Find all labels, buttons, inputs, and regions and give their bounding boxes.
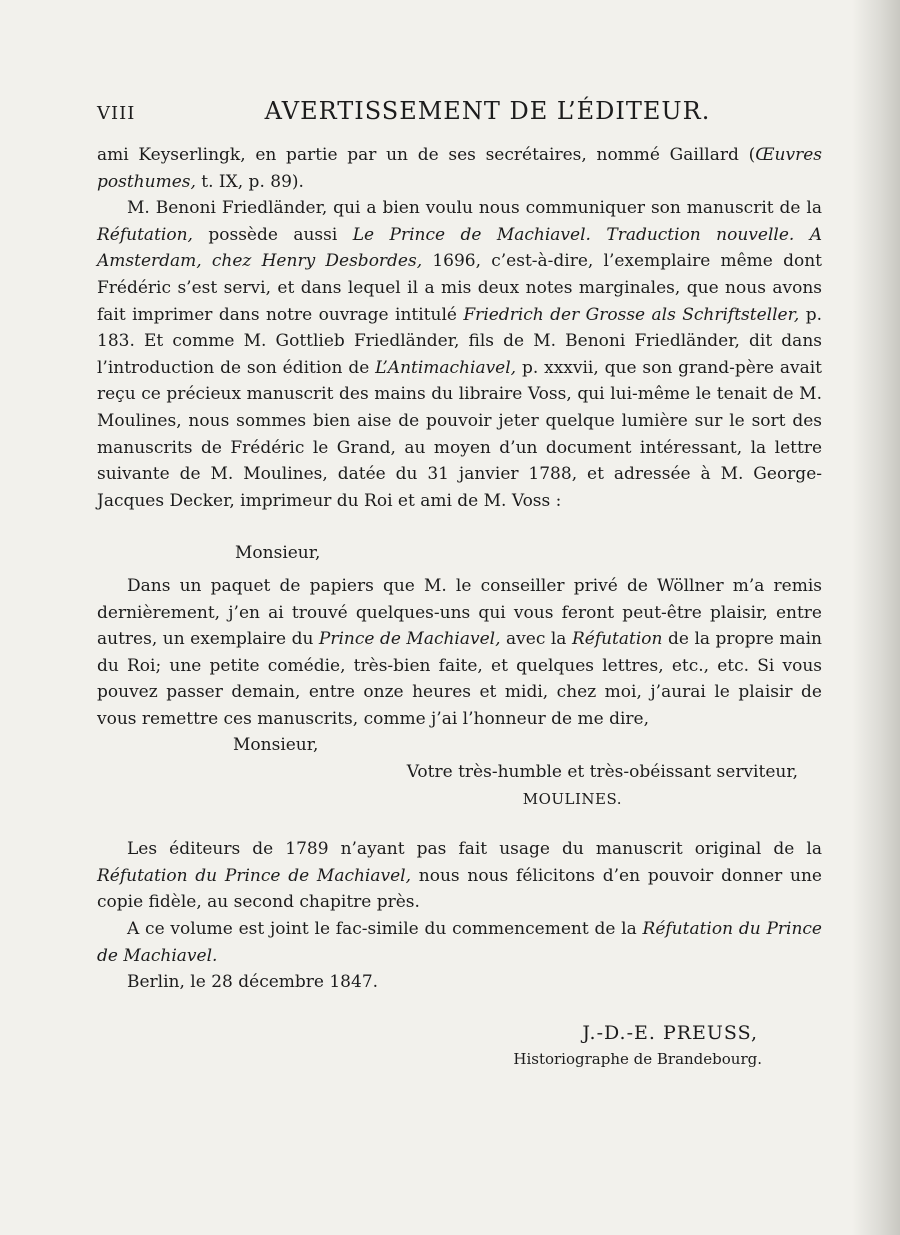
italic-run: Réfutation du Prince de Machiavel. — [97, 919, 822, 966]
text-run: p. xxxvii, que son grand-père avait reçu ce précieux manuscrit des mains du libraire Voss, qui lui-même le tenait de M. Moulines, nous sommes bien aise de pouvoir jeter quelque lumière sur le sort des manuscrits de Frédéric le Grand, au moyen d’un document intéressant, la lettre suivante de M. Moulines, datée du 31 janvier 1788, et adressée à M. George-Jacques Decker, imprimeur du Roi et ami de M. Voss : — [97, 357, 822, 511]
running-title: AVERTISSEMENT DE L’ÉDITEUR. — [264, 97, 711, 125]
text-run: possède aussi — [192, 224, 353, 245]
italic-run: Réfutation, — [97, 224, 193, 245]
letter-body — [97, 573, 822, 733]
letter-signature: MOULINES. — [522, 789, 622, 808]
letter-closing: Votre très-humble et très-obéissant serviteur, — [406, 762, 798, 783]
italic-run: Œuvres posthumes, — [97, 145, 822, 192]
page-header — [97, 97, 822, 131]
text-run: A ce volume est joint le fac-simile du commencement de la — [127, 919, 643, 940]
italic-run: Friedrich der Grosse als Schriftsteller, — [463, 304, 800, 325]
italic-run: Le Prince de Machiavel. Traduction nouvelle. A Amsterdam, chez Henry Desbordes, — [97, 224, 823, 272]
italic-run: Prince de Machiavel, — [318, 629, 501, 650]
paragraph-keyserlingk — [97, 142, 822, 195]
dateline: Berlin, le 28 décembre 1847. — [127, 972, 379, 993]
letter-greeting: Monsieur, — [235, 543, 321, 564]
text-run: Les éditeurs de 1789 n’ayant pas fait usage du manuscrit original de la — [127, 839, 822, 860]
text-run: p. 183. Et comme M. Gottlieb Friedländer, fils de M. Benoni Friedländer, dit dans l’introduction de son édition de — [97, 304, 822, 378]
text-run: Dans un paquet de papiers que M. le conseiller privé de Wöllner m’a remis dernièrement, j’en ai trouvé quelques-uns qui vous feront peut-être plaisir, entre autres, un exemplaire du — [97, 575, 822, 650]
text-run: t. IX, p. 89). — [195, 171, 304, 192]
italic-run: Réfutation — [571, 629, 663, 650]
text-run: de la propre main du Roi; une petite comédie, très-bien faite, et quelques lettres, etc., etc. Si vous pouvez passer demain, entre onze heures et midi, chez moi, j’aurai le plaisir de vous remettre ces manuscrits, comme j’ai l’honneur de me dire, — [97, 629, 823, 729]
paragraph-fac-simile — [97, 916, 822, 969]
page-body — [97, 142, 822, 1073]
italic-run: L’Antimachiavel, — [375, 357, 517, 378]
editor-signature-title: Historiographe de Brandebourg. — [513, 1050, 762, 1069]
text-run: M. Benoni Friedländer, qui a bien voulu nous communiquer son manuscrit de la — [127, 198, 822, 219]
page-number: VIII — [97, 103, 136, 124]
letter-closing-greeting: Monsieur, — [233, 735, 319, 756]
paragraph-editeurs — [97, 836, 822, 916]
italic-run: Réfutation du Prince de Machiavel, — [97, 865, 412, 886]
text-run: avec la — [500, 629, 572, 650]
paragraph-friedlander — [97, 195, 822, 514]
text-run: ami Keyserlingk, en partie par un de ses secrétaires, nommé Gaillard ( — [97, 145, 756, 165]
editor-signature-name: J.-D.-E. PREUSS, — [582, 1021, 758, 1044]
page-edge-shadow — [852, 0, 900, 1235]
text-run: 1696, c’est-à-dire, l’exemplaire même dont Frédéric s’est servi, et dans lequel il a mis deux notes marginales, que nous avons fait imprimer dans notre ouvrage intitulé — [97, 251, 822, 325]
text-run: nous nous félicitons d’en pouvoir donner une copie fidèle, au second chapitre près. — [97, 865, 822, 913]
